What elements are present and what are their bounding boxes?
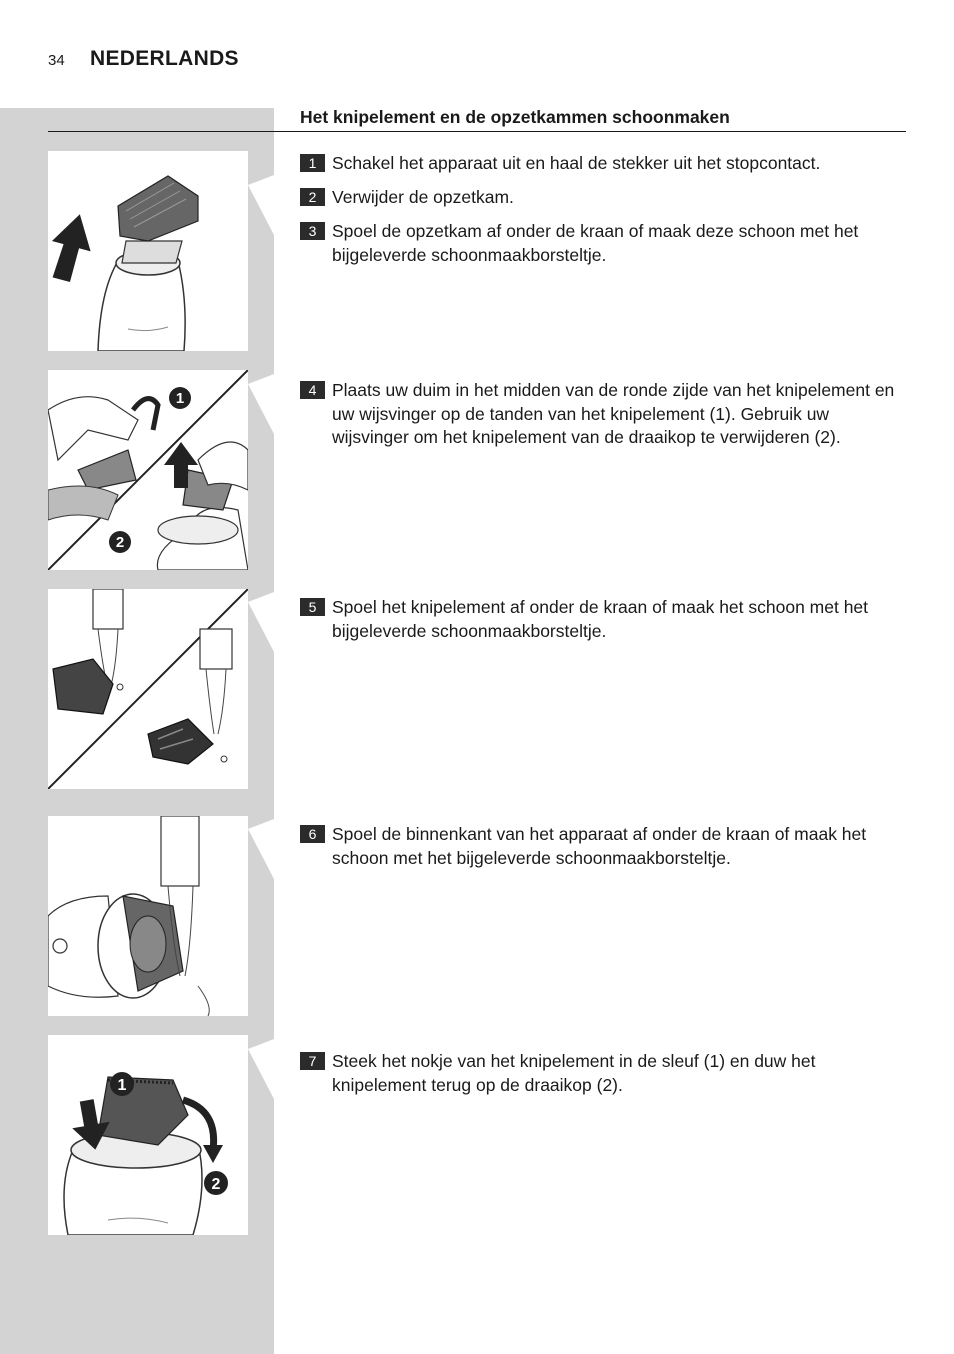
section-divider	[48, 131, 906, 132]
step-number: 3	[300, 222, 325, 240]
step-text: Steek het nokje van het knipelement in de sleuf (1) en duw het knipelement terug op de draaikop (2).	[332, 1051, 816, 1095]
illustration-pointer	[248, 1039, 274, 1099]
step-text: Spoel de opzetkam af onder de kraan of maak deze schoon met het bijgeleverde schoonmaakborsteltje.	[332, 221, 859, 265]
step-text: Spoel de binnenkant van het apparaat af onder de kraan of maak het schoon met het bijgeleverde schoonmaakborsteltje.	[332, 824, 867, 868]
illustration-label-1: 1	[117, 1077, 127, 1094]
step-number: 1	[300, 154, 325, 172]
step-number: 5	[300, 598, 325, 616]
step-5	[300, 596, 906, 643]
illustration-rinse-cutter	[48, 589, 248, 789]
step-number: 2	[300, 188, 325, 206]
illustration-pointer	[248, 175, 274, 235]
step-1	[300, 152, 906, 176]
step-text: Spoel het knipelement af onder de kraan of maak het schoon met het bijgeleverde schoonmaakborsteltje.	[332, 597, 869, 641]
step-3	[300, 220, 906, 267]
page-language-heading: NEDERLANDS	[90, 47, 239, 70]
section-title: Het knipelement en de opzetkammen schoonmaken	[300, 107, 730, 127]
step-7	[300, 1050, 906, 1097]
step-number: 7	[300, 1052, 325, 1070]
illustration-pointer	[248, 592, 274, 652]
illustration-label-2: 2	[115, 534, 125, 551]
illustration-reattach-cutter	[48, 1035, 248, 1235]
step-number: 6	[300, 825, 325, 843]
illustration-pointer	[248, 374, 274, 434]
page-number: 34	[48, 52, 65, 69]
illustration-pointer	[248, 819, 274, 879]
illustration-remove-cutter	[48, 370, 248, 570]
illustration-label-2: 2	[211, 1176, 221, 1193]
step-text: Schakel het apparaat uit en haal de stekker uit het stopcontact.	[332, 153, 821, 173]
step-number: 4	[300, 381, 325, 399]
illustration-rinse-appliance	[48, 816, 248, 1016]
step-text: Plaats uw duim in het midden van de ronde zijde van het knipelement en uw wijsvinger op de tanden van het knipelement (1). Gebruik uw wijsvinger om het knipelement van de draaikop te verwijderen (2).	[332, 380, 895, 447]
step-2	[300, 186, 906, 210]
step-6	[300, 823, 906, 870]
step-text: Verwijder de opzetkam.	[332, 187, 514, 207]
step-4	[300, 379, 906, 450]
illustration-label-1: 1	[175, 390, 185, 407]
illustration-remove-comb	[48, 151, 248, 351]
